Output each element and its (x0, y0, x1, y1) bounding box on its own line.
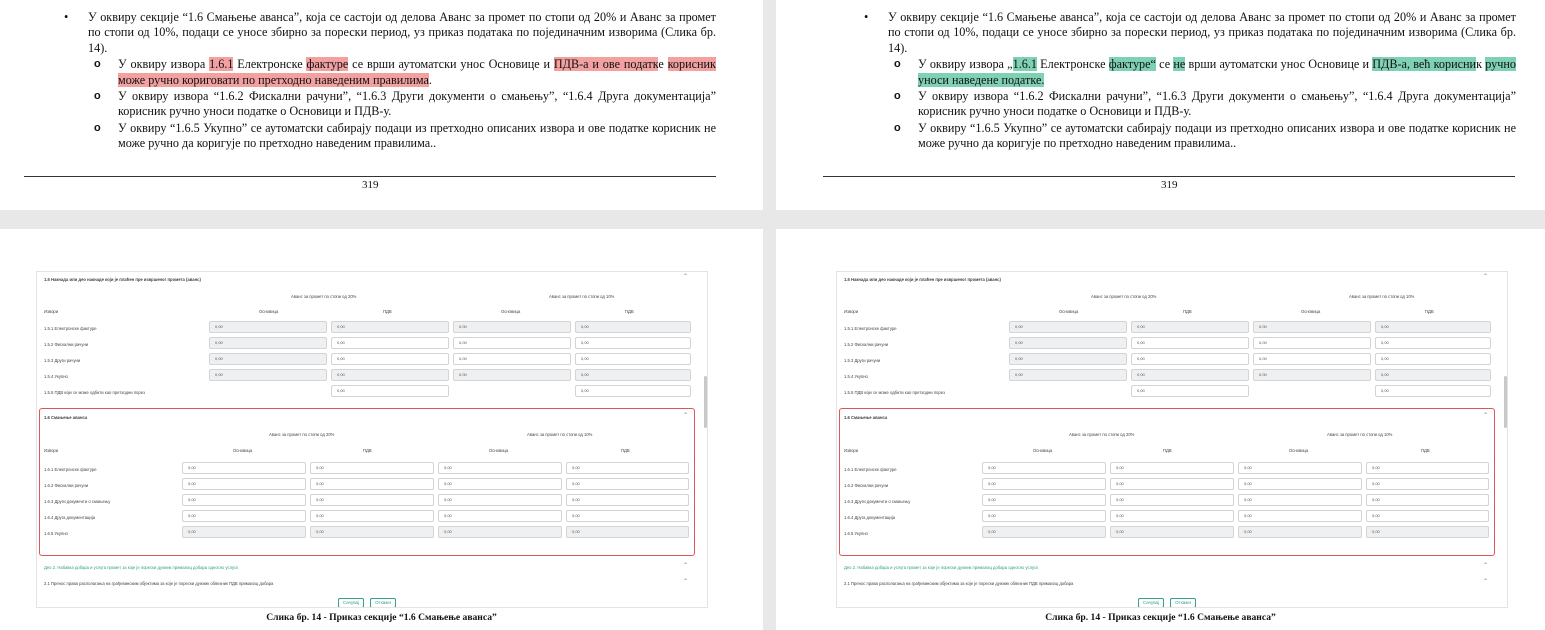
base-input[interactable]: 0,00 (982, 462, 1106, 474)
text: У оквиру извора “1.6.2 Фискални рачуни”, “1.6.3 Други документи о смањењу”, “1.6.4 Друга документација” корисник ручно уноси податке о Основици и ПДВ-у. (118, 89, 716, 119)
highlight: ПДВ-а и ове податк (553, 57, 659, 72)
paragraph-text: У оквиру секције “1.6 Смањење аванса”, која се састоји од делова Аванс за промет по стопи од 20% и Аванс за промет по стопи од 10%, подаци се уносе збирно за порески период, уз приказ података по појединачним изворима (Слика бр. 14). (88, 10, 716, 55)
table-row (837, 526, 1507, 540)
scrollbar[interactable] (704, 376, 707, 428)
doc-page-left-bottom (0, 229, 763, 630)
base-input[interactable]: 0,00 (182, 462, 306, 474)
vat-input[interactable]: 0,00 (1110, 526, 1234, 538)
table-row (37, 321, 707, 335)
column-header: ПДВ (1183, 309, 1192, 314)
column-header: Извори (44, 309, 59, 314)
text: се врши аутоматски унос Основице и (348, 57, 554, 72)
table-row (37, 462, 707, 476)
vat-input[interactable]: 0,00 (1366, 494, 1489, 506)
vat-input[interactable]: 0,00 (1110, 462, 1234, 474)
text: к (1476, 57, 1486, 72)
base-input[interactable]: 0,00 (209, 353, 327, 365)
highlight: ручно уноси наведене податке. (918, 57, 1516, 87)
column-header: Основица (259, 309, 279, 314)
highlight: корисник може ручно кориговати по претходно наведеним правилима (118, 57, 716, 87)
vat-input[interactable]: 0,00 (566, 494, 689, 506)
base-input[interactable]: 0,00 (1009, 353, 1127, 365)
base-input[interactable]: 0,00 (1009, 369, 1127, 381)
save-button[interactable]: Сачувај (338, 598, 364, 608)
column-header: Основица (1301, 309, 1321, 314)
base-input[interactable]: 0,00 (1238, 478, 1362, 490)
vat-input[interactable]: 0,00 (575, 385, 691, 397)
vat-input[interactable]: 0,00 (1366, 478, 1489, 490)
vat-input[interactable]: 0,00 (331, 369, 449, 381)
base-input[interactable]: 0,00 (1238, 510, 1362, 522)
vat-input[interactable]: 0,00 (1110, 510, 1234, 522)
row-label: 1.6.3 Други документи о смањењу (844, 499, 911, 504)
vat-input[interactable]: 0,00 (310, 510, 434, 522)
column-header: ПДВ (383, 309, 392, 314)
form-screenshot (36, 271, 708, 608)
column-header: Извори (844, 309, 859, 314)
row-label: 1.5.2 Фискални рачуни (844, 342, 889, 347)
column-header: ПДВ (621, 448, 630, 453)
base-input[interactable]: 0,00 (453, 369, 571, 381)
base-input[interactable]: 0,00 (438, 526, 562, 538)
text: У оквиру извора (118, 57, 210, 72)
table-row (37, 510, 707, 524)
page-number: 319 (1161, 179, 1178, 191)
vat-input[interactable]: 0,00 (331, 353, 449, 365)
base-input[interactable]: 0,00 (1238, 462, 1362, 474)
scrollbar[interactable] (1504, 376, 1507, 428)
row-label: 1.6.2 Фискални рачуни (44, 483, 89, 488)
row-label: 1.5.5 ПДВ који се може одбити као претходни порез (844, 390, 945, 395)
row-label: 1.6.1 Електронске фактуре (844, 467, 897, 472)
vat-input[interactable]: 0,00 (1366, 510, 1489, 522)
table-row (837, 353, 1507, 367)
highlight: 1.6.1 (209, 57, 234, 72)
column-header: ПДВ (625, 309, 634, 314)
chevron-up-icon[interactable]: ⌃ (1483, 562, 1489, 569)
table-row (37, 337, 707, 351)
column-header: ПДВ (1421, 448, 1430, 453)
vat-input[interactable]: 0,00 (566, 526, 689, 538)
text: се (1155, 57, 1174, 72)
row-label: 1.5.3 Други рачуни (44, 358, 81, 363)
table-row (837, 510, 1507, 524)
text: У оквиру “1.6.5 Укупно” се аутоматски сабирају подаци из претходно описаних извора и ове податке корисник не може ручно да коригује по претходно наведеним правилима.. (118, 120, 716, 151)
column-header: Основица (1289, 448, 1309, 453)
vat-input[interactable]: 0,00 (575, 337, 691, 349)
base-input[interactable]: 0,00 (982, 510, 1106, 522)
list-marker: o (94, 58, 101, 71)
vat-input[interactable]: 0,00 (1375, 369, 1491, 381)
vat-input[interactable]: 0,00 (1131, 337, 1249, 349)
chevron-up-icon[interactable]: ⌃ (683, 578, 689, 585)
group-header: Аванс за промет по стопи од 20% (269, 432, 335, 437)
table-row (37, 526, 707, 540)
paragraph-text: У оквиру секције “1.6 Смањење аванса”, која се састоји од делова Аванс за промет по стопи од 20% и Аванс за промет по стопи од 10%, подаци се уносе збирно за порески период, уз приказ података по појединачним изворима (Слика бр. 14). (888, 10, 1516, 55)
column-header: Основица (233, 448, 253, 453)
sub-item-3 (864, 121, 1516, 152)
text: У оквиру “1.6.5 Укупно” се аутоматски сабирају подаци из претходно описаних извора и ове податке корисник не може ручно да коригује по претходно наведеним правилима.. (918, 120, 1516, 151)
vat-input[interactable]: 0,00 (1131, 353, 1249, 365)
figure-caption: Слика бр. 14 - Приказ секције “1.6 Смањење аванса” (1045, 612, 1276, 623)
column-header: Основица (1033, 448, 1053, 453)
text: врши аутоматски унос Основице и (1185, 57, 1373, 72)
table-row (837, 462, 1507, 476)
text: Електронске (233, 57, 307, 72)
vat-input[interactable]: 0,00 (1131, 321, 1249, 333)
row-label: 1.6.3 Други документи о смањењу (44, 499, 111, 504)
base-input[interactable]: 0,00 (982, 526, 1106, 538)
group-header: Аванс за промет по стопи од 20% (1091, 294, 1157, 299)
list-marker: o (894, 121, 901, 134)
row-label: 1.5.4 Укупно (844, 374, 868, 379)
row-label: 1.6.4 Друга документација (44, 515, 96, 520)
row-label: 1.6.5 Укупно (844, 531, 868, 536)
sub-item-3 (64, 121, 716, 152)
doc-page-right-top (776, 0, 1545, 210)
section-title[interactable]: 2.1 Пренос права располагања на грађевинским објектима за које је порески дужник обвезник ПДВ прималац добара (844, 581, 1074, 586)
group-header: Аванс за промет по стопи од 20% (291, 294, 357, 299)
row-label: 1.6.1 Електронске фактуре (44, 467, 97, 472)
form-screenshot (836, 271, 1508, 608)
base-input[interactable]: 0,00 (453, 337, 571, 349)
part-title[interactable]: Део 2. Набавка добара и услуга промет за које је порески дужник прималац добара односно услуга (44, 565, 238, 570)
section-title: 1.5 Накнада или део накнаде који је плаћен пре извршеног промета (аванс) (44, 277, 201, 282)
footer-rule (823, 176, 1515, 177)
vat-input[interactable]: 0,00 (310, 526, 434, 538)
vat-input[interactable]: 0,00 (310, 478, 434, 490)
row-label: 1.6.5 Укупно (44, 531, 68, 536)
table-row (837, 337, 1507, 351)
chevron-up-icon[interactable]: ⌃ (683, 562, 689, 569)
doc-page-left-top (0, 0, 763, 210)
highlight: фактуре“ (1108, 57, 1156, 72)
base-input[interactable]: 0,00 (438, 510, 562, 522)
base-input[interactable]: 0,00 (1009, 321, 1127, 333)
vat-input[interactable]: 0,00 (575, 321, 691, 333)
list-marker: o (894, 90, 901, 103)
section-title: 1.6 Смањење аванса (44, 415, 88, 420)
column-header: Основица (501, 309, 521, 314)
text: У оквиру извора “1.6.2 Фискални рачуни”, “1.6.3 Други документи о смањењу”, “1.6.4 Друга документација” корисник ручно уноси податке о Основици и ПДВ-у. (918, 89, 1516, 119)
vat-input[interactable]: 0,00 (1110, 494, 1234, 506)
chevron-up-icon[interactable]: ⌃ (1483, 578, 1489, 585)
column-header: Извори (44, 448, 59, 453)
sub-item-2 (64, 89, 716, 120)
table-row (837, 478, 1507, 492)
vat-input[interactable]: 0,00 (566, 462, 689, 474)
base-input[interactable]: 0,00 (209, 321, 327, 333)
group-header: Аванс за промет по стопи од 10% (527, 432, 593, 437)
highlight: фактуре (306, 57, 349, 72)
group-header: Аванс за промет по стопи од 10% (1349, 294, 1415, 299)
text: Електронске (1036, 57, 1109, 72)
cancel-button[interactable]: Откажи (1170, 598, 1196, 608)
highlight: не (1173, 57, 1186, 72)
group-header: Аванс за промет по стопи од 20% (1069, 432, 1135, 437)
figure-caption: Слика бр. 14 - Приказ секције “1.6 Смањење аванса” (266, 612, 497, 623)
cancel-button[interactable]: Откажи (370, 598, 396, 608)
base-input[interactable]: 0,00 (182, 478, 306, 490)
vat-input[interactable]: 0,00 (1110, 478, 1234, 490)
table-row (37, 478, 707, 492)
column-header: ПДВ (1425, 309, 1434, 314)
save-button[interactable]: Сачувај (1138, 598, 1164, 608)
text: У оквиру извора „ (918, 57, 1013, 72)
text: . (428, 72, 432, 87)
paragraph (64, 10, 716, 56)
base-input[interactable]: 0,00 (182, 510, 306, 522)
highlight: ПДВ-а, већ корисни (1372, 57, 1477, 72)
column-header: Основица (1059, 309, 1079, 314)
vat-input[interactable]: 0,00 (331, 385, 449, 397)
vat-input[interactable]: 0,00 (1375, 321, 1491, 333)
sub-item-2 (864, 89, 1516, 120)
base-input[interactable]: 0,00 (982, 494, 1106, 506)
row-label: 1.5.1 Електронске фактуре (844, 326, 897, 331)
table-row (837, 369, 1507, 383)
base-input[interactable]: 0,00 (1238, 526, 1362, 538)
column-header: Извори (844, 448, 859, 453)
base-input[interactable]: 0,00 (453, 321, 571, 333)
bullet-icon: • (64, 10, 69, 24)
text-block (864, 10, 1516, 152)
vat-input[interactable]: 0,00 (331, 337, 449, 349)
doc-page-right-bottom (776, 229, 1545, 630)
group-header: Аванс за промет по стопи од 10% (549, 294, 615, 299)
vat-input[interactable]: 0,00 (1366, 462, 1489, 474)
vat-input[interactable]: 0,00 (566, 510, 689, 522)
row-label: 1.5.4 Укупно (44, 374, 68, 379)
column-header: ПДВ (363, 448, 372, 453)
table-row (37, 369, 707, 383)
list-marker: o (94, 90, 101, 103)
row-label: 1.5.5 ПДВ који се може одбити као претходни порез (44, 390, 145, 395)
base-input[interactable]: 0,00 (438, 478, 562, 490)
base-input[interactable]: 0,00 (453, 353, 571, 365)
table-row (837, 385, 1507, 399)
list-marker: o (94, 121, 101, 134)
base-input[interactable]: 0,00 (209, 337, 327, 349)
table-row (37, 385, 707, 399)
sub-item-1 (864, 57, 1516, 88)
base-input[interactable]: 0,00 (1253, 353, 1371, 365)
column-header: ПДВ (1163, 448, 1172, 453)
list-marker: o (894, 58, 901, 71)
base-input[interactable]: 0,00 (182, 494, 306, 506)
base-input[interactable]: 0,00 (1253, 337, 1371, 349)
base-input[interactable]: 0,00 (982, 478, 1106, 490)
chevron-up-icon[interactable]: ⌃ (1483, 412, 1489, 419)
chevron-up-icon[interactable]: ⌃ (683, 273, 689, 280)
base-input[interactable]: 0,00 (209, 369, 327, 381)
bullet-icon: • (864, 10, 869, 24)
row-label: 1.5.2 Фискални рачуни (44, 342, 89, 347)
table-row (837, 321, 1507, 335)
base-input[interactable]: 0,00 (438, 462, 562, 474)
text: е (658, 57, 668, 72)
paragraph (864, 10, 1516, 56)
section-title[interactable]: 2.1 Пренос права располагања на грађевинским објектима за које је порески дужник обвезник ПДВ прималац добара (44, 581, 274, 586)
base-input[interactable]: 0,00 (1253, 369, 1371, 381)
sub-item-1 (64, 57, 716, 88)
vat-input[interactable]: 0,00 (566, 478, 689, 490)
vat-input[interactable]: 0,00 (1375, 353, 1491, 365)
vat-input[interactable]: 0,00 (1375, 385, 1491, 397)
vat-input[interactable]: 0,00 (575, 353, 691, 365)
base-input[interactable]: 0,00 (1009, 337, 1127, 349)
vat-input[interactable]: 0,00 (1366, 526, 1489, 538)
table-row (37, 353, 707, 367)
table-row (837, 494, 1507, 508)
vat-input[interactable]: 0,00 (310, 462, 434, 474)
row-label: 1.6.2 Фискални рачуни (844, 483, 889, 488)
highlight: 1.6.1 (1012, 57, 1037, 72)
column-header: Основица (489, 448, 509, 453)
chevron-up-icon[interactable]: ⌃ (1483, 273, 1489, 280)
base-input[interactable]: 0,00 (438, 494, 562, 506)
vat-input[interactable]: 0,00 (1131, 385, 1249, 397)
section-title: 1.5 Накнада или део накнаде који је плаћен пре извршеног промета (аванс) (844, 277, 1001, 282)
vat-input[interactable]: 0,00 (331, 321, 449, 333)
vat-input[interactable]: 0,00 (1375, 337, 1491, 349)
row-label: 1.5.3 Други рачуни (844, 358, 881, 363)
section-title: 1.6 Смањење аванса (844, 415, 888, 420)
vat-input[interactable]: 0,00 (310, 494, 434, 506)
vat-input[interactable]: 0,00 (1131, 369, 1249, 381)
group-header: Аванс за промет по стопи од 10% (1327, 432, 1393, 437)
chevron-up-icon[interactable]: ⌃ (683, 412, 689, 419)
row-label: 1.6.4 Друга документација (844, 515, 896, 520)
footer-rule (24, 176, 716, 177)
table-row (37, 494, 707, 508)
text-block (64, 10, 716, 152)
row-label: 1.5.1 Електронске фактуре (44, 326, 97, 331)
part-title[interactable]: Део 2. Набавка добара и услуга промет за које је порески дужник прималац добара односно услуга (844, 565, 1038, 570)
page-number: 319 (362, 179, 379, 191)
base-input[interactable]: 0,00 (1253, 321, 1371, 333)
vat-input[interactable]: 0,00 (575, 369, 691, 381)
base-input[interactable]: 0,00 (1238, 494, 1362, 506)
base-input[interactable]: 0,00 (182, 526, 306, 538)
